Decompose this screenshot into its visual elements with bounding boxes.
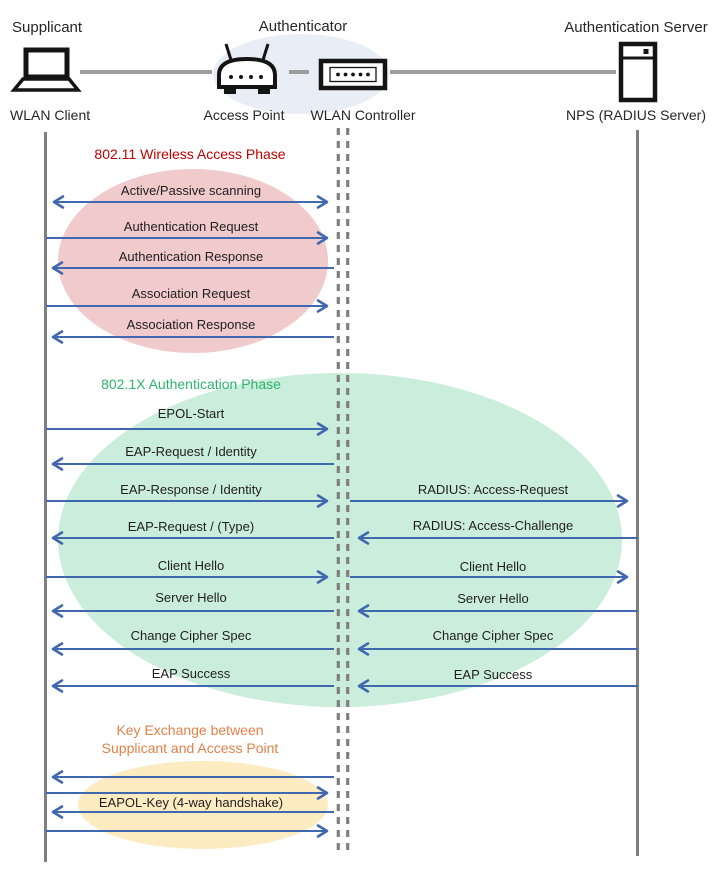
phase2-ellipse [58,373,622,707]
actor-supplicant-label: Supplicant [12,19,83,36]
message-label: Client Hello [157,558,225,573]
message-label: Association Request [131,286,251,301]
phase3-title-line2: Supplicant and Access Point [101,740,279,756]
message-label: Association Response [126,317,256,332]
message-label: Change Cipher Spec [432,628,554,643]
device-wlan-client-label: WLAN Client [10,107,91,123]
message-label: Change Cipher Spec [130,628,252,643]
message-label: EAP Success [151,666,231,681]
message-label: Authentication Response [118,249,264,264]
message-label: RADIUS: Access-Request [417,482,569,497]
controller-box-icon [321,61,385,88]
message-label: Active/Passive scanning [120,183,262,198]
message-label: RADIUS: Access-Challenge [412,518,574,533]
laptop-icon [14,50,78,90]
message-label: EAP-Response / Identity [120,482,262,497]
message-label: Client Hello [459,559,527,574]
device-nps-radius-server-label: NPS (RADIUS Server) [565,107,707,123]
phase1-title: 802.11 Wireless Access Phase [94,146,286,162]
actor-authentication-server-label: Authentication Server [564,19,708,36]
message-label: EAP Success [453,667,533,682]
actor-authenticator-label: Authenticator [258,18,348,35]
phase2-title: 802.1X Authentication Phase [101,376,281,392]
server-icon [621,44,655,100]
phase3-title-line1: Key Exchange between [116,722,264,738]
message-label: EAP-Request / Identity [125,444,257,459]
message-label: EAP-Request / (Type) [127,519,255,534]
message-label: Authentication Request [123,219,259,234]
device-access-point-label: Access Point [203,107,285,123]
message-label: EAPOL-Key (4-way handshake) [98,795,284,810]
message-label: EPOL-Start [157,406,225,421]
message-label: Server Hello [155,590,227,605]
message-label: Server Hello [457,591,529,606]
device-wlan-controller-label: WLAN Controller [310,107,416,123]
